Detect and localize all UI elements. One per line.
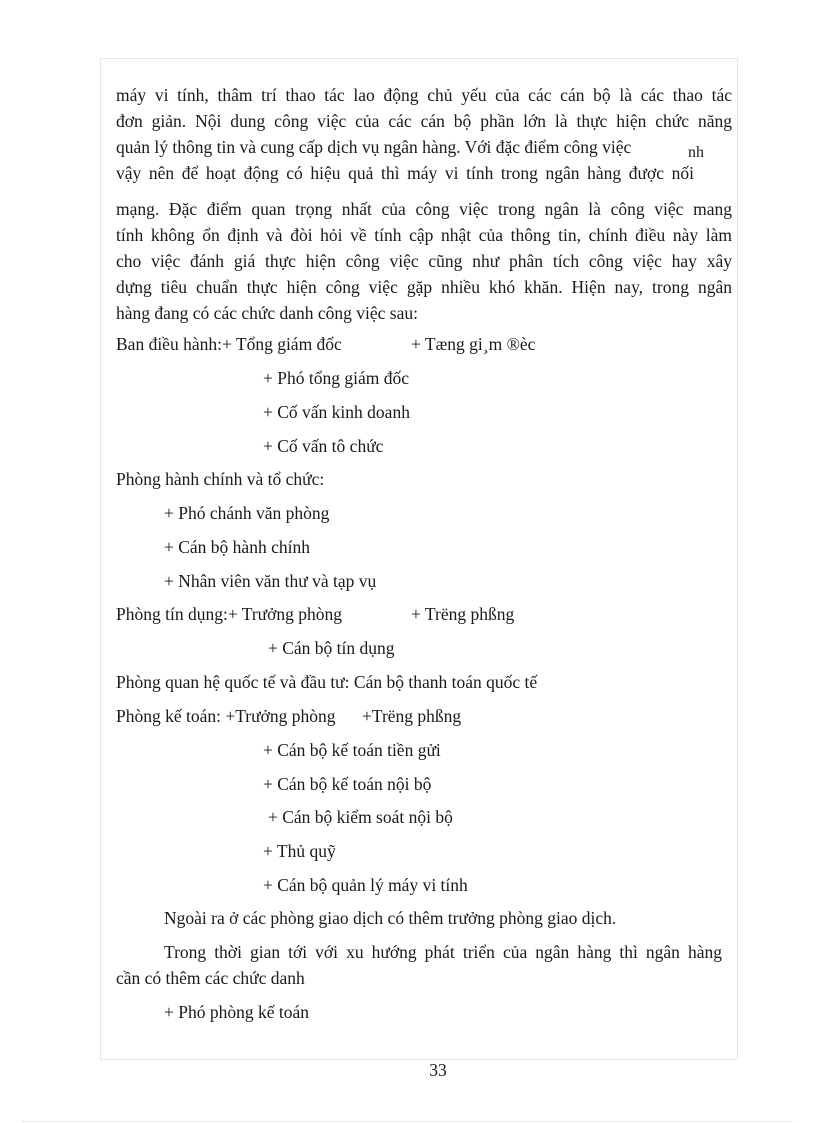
text-fragment: nh	[688, 144, 704, 161]
text-line: vậy nên để hoạt động có hiệu quả thì máy vi tính trong ngân hàng được nối	[116, 163, 694, 183]
text-line: hàng đang có các chức danh công việc sau:	[116, 303, 418, 323]
divider	[22, 1121, 794, 1122]
page-number: 33	[429, 1060, 447, 1080]
section-heading: Phòng kế toán: +Trưởng phòng	[116, 706, 336, 726]
list-item: + Cán bộ tín dụng	[268, 638, 395, 658]
list-item: + Cán bộ quản lý máy vi tính	[263, 875, 468, 895]
list-item: + Nhân viên văn thư và tạp vụ	[164, 571, 377, 591]
list-item: + Cán bộ hành chính	[164, 537, 310, 557]
list-item: + Cán bộ kế toán tiền gửi	[263, 740, 441, 760]
text-line: Trong thời gian tới với xu hướng phát triển của ngân hàng thì ngân hàng	[164, 942, 722, 962]
paragraph: Ngoài ra ở các phòng giao dịch có thêm trưởng phòng giao dịch.	[164, 908, 617, 928]
text-fragment: + Trëng phßng	[411, 604, 515, 624]
list-item: + Cố vấn tô chức	[263, 436, 384, 456]
text-line: quản lý thông tin và cung cấp dịch vụ ngân hàng. Với đặc điểm công việc	[116, 137, 632, 157]
text-line: mạng. Đặc điểm quan trọng nhất của công việc trong ngân là công việc mang	[116, 199, 732, 219]
list-item: + Phó phòng kế toán	[164, 1002, 309, 1022]
text-line: cần có thêm các chức danh	[116, 968, 305, 988]
text-line: cho việc đánh giá thực hiện công việc cũng như phân tích công việc hay xây	[116, 251, 732, 271]
section-heading: Phòng tín dụng:+ Trưởng phòng	[116, 604, 343, 624]
section-heading: Phòng hành chính và tổ chức:	[116, 469, 325, 489]
text-fragment: +Trëng phßng	[362, 706, 462, 726]
text-line: máy vi tính, thâm trí thao tác lao động chủ yếu của các cán bộ là các thao tác	[116, 85, 732, 105]
section-heading: Phòng quan hệ quốc tế và đầu tư: Cán bộ thanh toán quốc tế	[116, 672, 538, 692]
list-item: + Phó chánh văn phòng	[164, 503, 330, 523]
text-line: tính không ổn định và đòi hỏi về tính cập nhật của thông tin, chính điều này làm	[116, 225, 732, 245]
text-line: đơn giản. Nội dung công việc của các cán bộ phần lớn là thực hiện chức năng	[116, 111, 732, 131]
text-fragment: + Tæng gi¸m ®èc	[411, 334, 536, 354]
list-item: + Cố vấn kinh doanh	[263, 402, 410, 422]
text-line: dựng tiêu chuẩn thực hiện công việc gặp nhiều khó khăn. Hiện nay, trong ngân	[116, 277, 732, 297]
list-item: + Cán bộ kế toán nội bộ	[263, 774, 432, 794]
list-item: + Thủ quỹ	[263, 841, 336, 861]
section-heading: Ban điều hành:+ Tổng giám đốc	[116, 334, 342, 354]
list-item: + Cán bộ kiểm soát nội bộ	[268, 807, 453, 827]
list-item: + Phó tổng giám đốc	[263, 368, 409, 388]
